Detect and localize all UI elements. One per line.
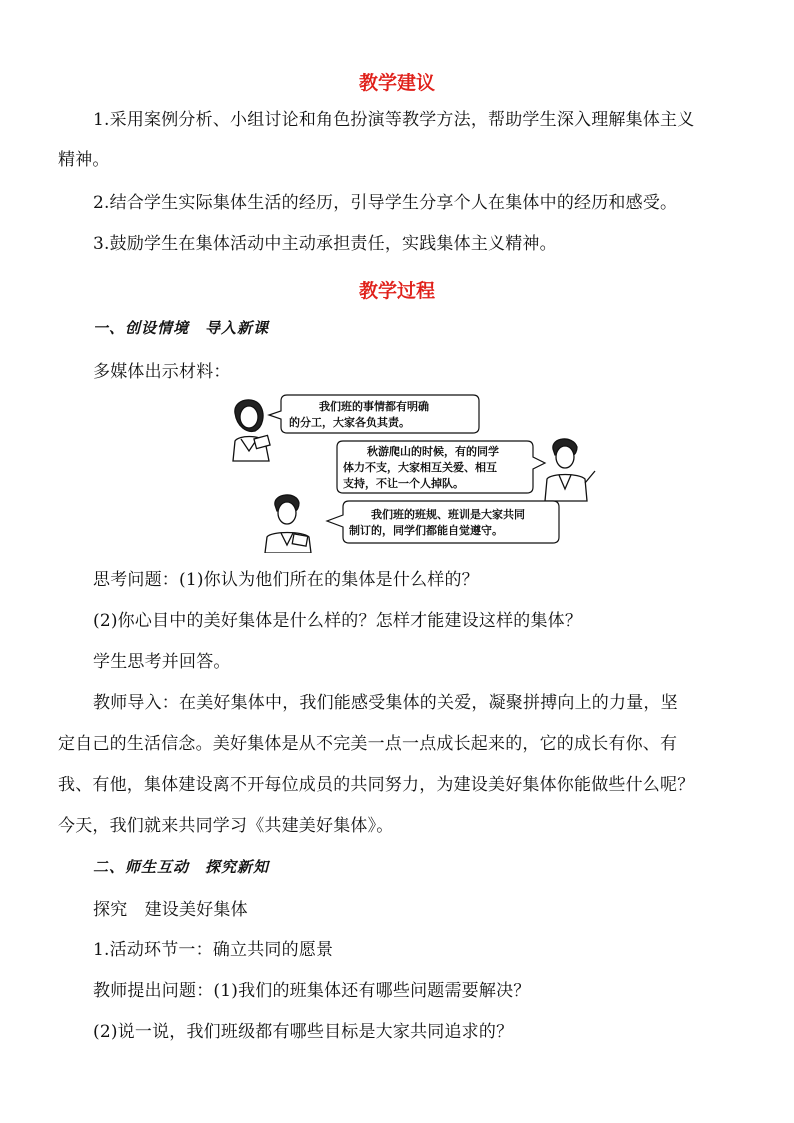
speech-bubble-1 — [269, 395, 479, 433]
bubble-1-line-1: 我们班的事情都有明确 — [319, 400, 429, 413]
student-response: 学生思考并回答。 — [93, 652, 231, 672]
intro-line-2: 定自己的生活信念。美好集体是从不完美一点一点成长起来的，它的成长有你、有 — [58, 734, 678, 754]
bubble-3-line-1: 我们班的班规、班训是大家共同 — [371, 508, 525, 521]
speech-bubble-3 — [327, 501, 559, 543]
speech-bubble-2 — [337, 441, 545, 493]
suggestion-3: 3.鼓励学生在集体活动中主动承担责任，实践集体主义精神。 — [93, 234, 557, 254]
bubble-2-line-1: 秋游爬山的时候，有的同学 — [367, 445, 499, 458]
question-2: (2)你心目中的美好集体是什么样的？怎样才能建设这样的集体？ — [93, 611, 583, 631]
girl-figure-icon — [233, 400, 270, 461]
intro-line-4: 今天，我们就来共同学习《共建美好集体》。 — [58, 816, 394, 836]
intro-line-1: 教师导入：在美好集体中，我们能感受集体的关爱，凝聚拼搏向上的力量，坚 — [93, 693, 678, 713]
explore-title: 探究 建设美好集体 — [93, 900, 248, 920]
activity-1: 1.活动环节一：确立共同的愿景 — [93, 940, 334, 960]
bubble-1-line-2: 的分工，大家各负其责。 — [289, 416, 410, 429]
teacher-question-1: 教师提出问题：(1)我们的班集体还有哪些问题需要解决？ — [93, 981, 531, 1001]
student-figure-icon — [265, 495, 311, 553]
bubble-2-line-3: 支持，不让一个人掉队。 — [343, 477, 464, 490]
suggestion-1-line-1: 1.采用案例分析、小组讨论和角色扮演等教学方法，帮助学生深入理解集体主义 — [93, 110, 695, 130]
bubble-3-line-2: 制订的，同学们都能自觉遵守。 — [349, 524, 503, 537]
suggestion-1-line-2: 精神。 — [58, 150, 110, 170]
bubble-2-line-2: 体力不支，大家相互关爱、相互 — [343, 461, 497, 474]
dialogue-illustration — [225, 393, 605, 553]
suggestion-2: 2.结合学生实际集体生活的经历，引导学生分享个人在集体中的经历和感受。 — [93, 193, 678, 213]
teaching-process-title: 教学过程 — [358, 280, 435, 302]
material-intro: 多媒体出示材料： — [93, 362, 231, 382]
part-2-heading: 二、师生互动 探究新知 — [93, 858, 270, 876]
teacher-question-2: (2)说一说，我们班级都有哪些目标是大家共同追求的？ — [93, 1022, 514, 1042]
boy-figure-icon — [545, 439, 595, 501]
teaching-suggestions-title: 教学建议 — [358, 72, 435, 94]
intro-line-3: 我、有他，集体建设离不开每位成员的共同努力，为建设美好集体你能做些什么呢？ — [58, 775, 695, 795]
part-1-heading: 一、创设情境 导入新课 — [93, 319, 270, 337]
question-1: 思考问题：(1)你认为他们所在的集体是什么样的？ — [93, 570, 479, 590]
